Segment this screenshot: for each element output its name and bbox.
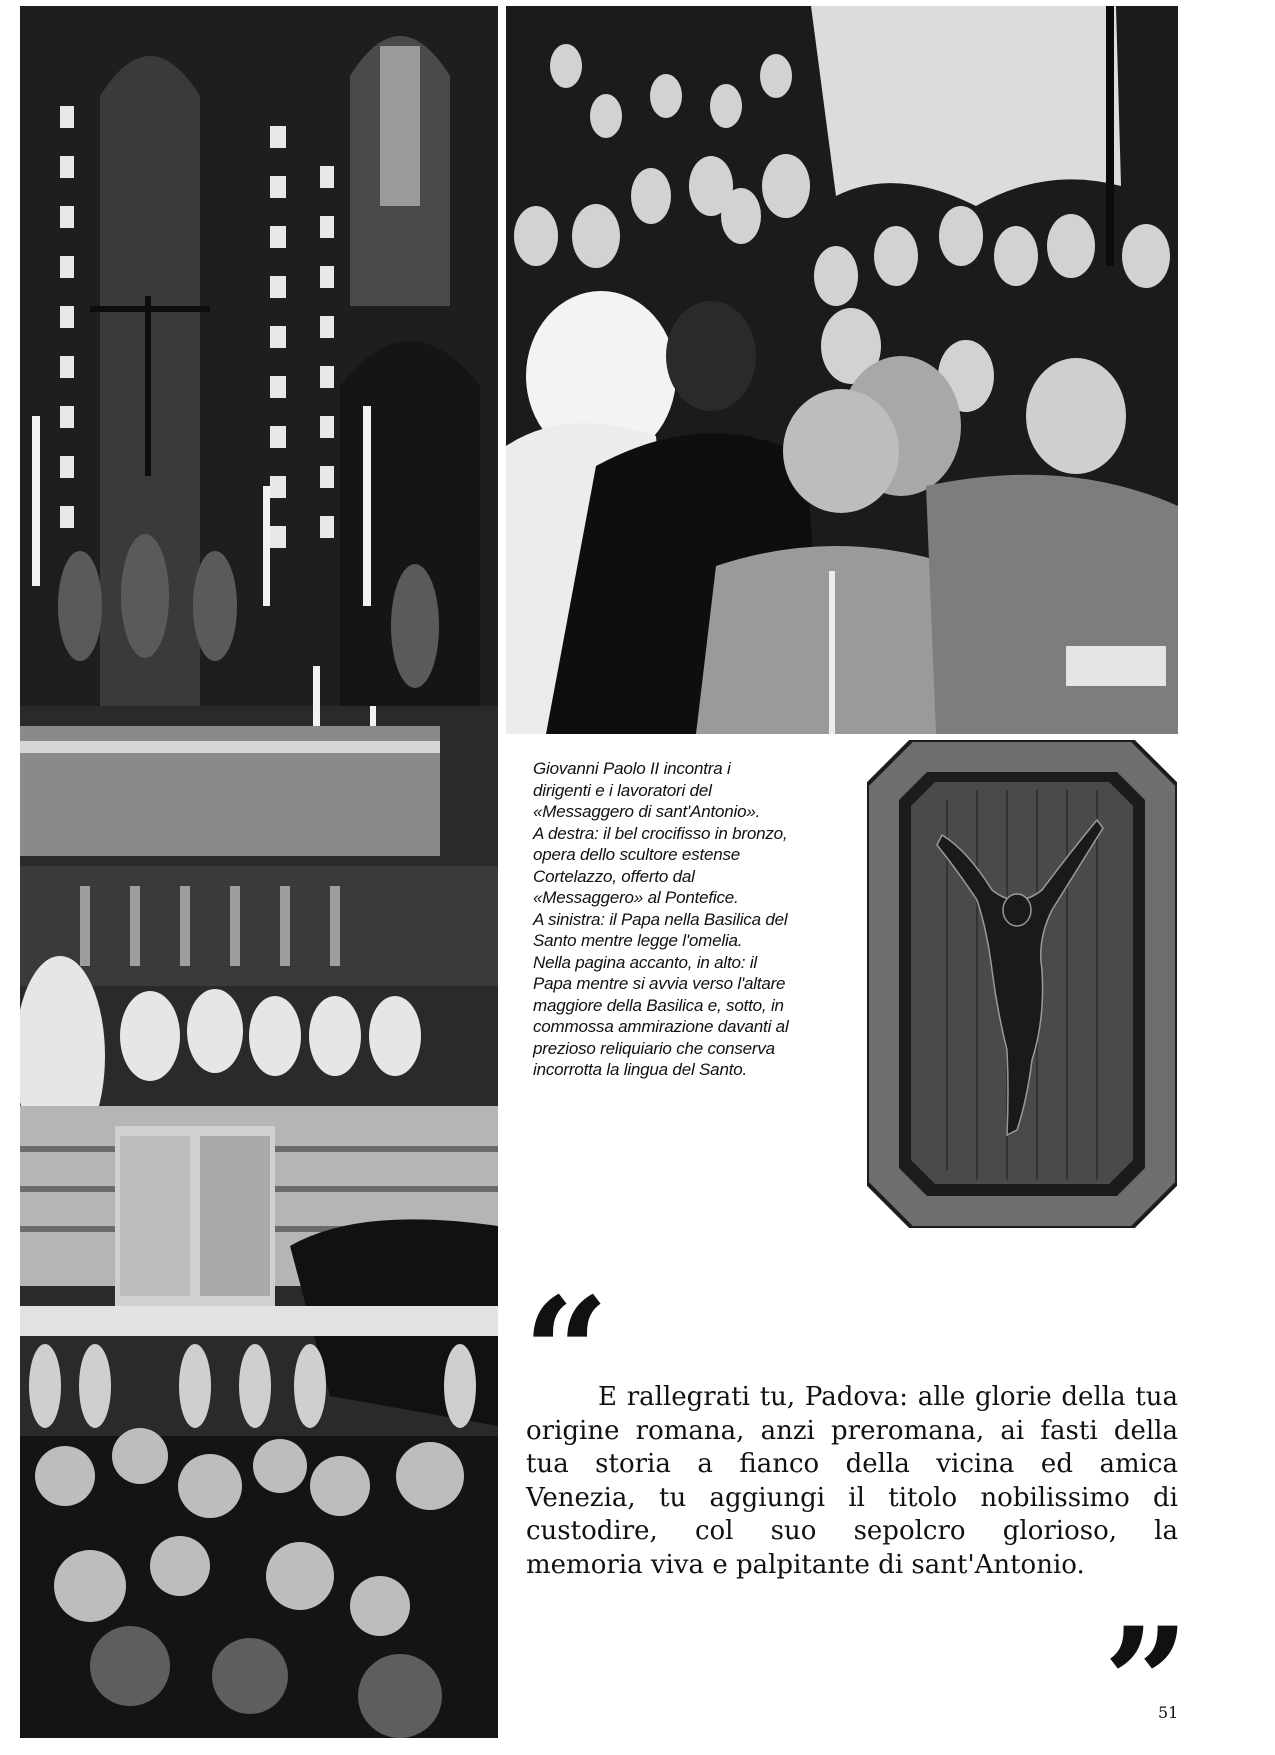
caption-line: Nella pagina accanto, in alto: il — [533, 952, 757, 972]
close-quote-mark — [1103, 1608, 1189, 1688]
caption-line: Cortelazzo, offerto dal — [533, 866, 695, 886]
quote-line: tua storia a fianco della vicina ed amica — [526, 1449, 1178, 1479]
caption-line: A destra: il bel crocifisso in bronzo, — [533, 823, 788, 843]
quote-line: E rallegrati tu, Padova: alle glorie della tua — [598, 1382, 1178, 1412]
quote-line: custodire, col suo sepolcro glorioso, la — [526, 1516, 1178, 1546]
photo-caption — [533, 758, 848, 1081]
caption-line: incorrotta la lingua del Santo. — [533, 1060, 747, 1079]
open-quote-mark — [523, 1278, 609, 1358]
caption-line: maggiore della Basilica e, sotto, in — [533, 995, 784, 1015]
quote-line: Venezia, tu aggiungi il titolo nobilissimo di — [526, 1482, 1178, 1513]
bronze-crucifix-photo — [867, 740, 1177, 1228]
caption-line: opera dello scultore estense — [533, 845, 741, 864]
page-number: 51 — [1158, 1703, 1179, 1722]
caption-line: commossa ammirazione davanti al — [533, 1017, 789, 1036]
quote-line: origine romana, anzi preromana, ai fasti della — [526, 1415, 1178, 1446]
caption-line: Santo mentre legge l'omelia. — [533, 931, 743, 950]
caption-line: Giovanni Paolo II incontra i — [533, 759, 731, 778]
basilica-altar-photo — [20, 6, 498, 1738]
caption-line: Papa mentre si avvia verso l'altare — [533, 974, 786, 993]
caption-line: «Messaggero di sant'Antonio». — [533, 802, 761, 821]
pope-crowd-photo — [506, 6, 1178, 734]
pull-quote — [526, 1381, 1178, 1582]
caption-line: prezioso reliquiario che conserva — [533, 1038, 775, 1058]
caption-line: «Messaggero» al Pontefice. — [533, 888, 739, 907]
caption-line: A sinistra: il Papa nella Basilica del — [533, 909, 788, 929]
quote-line: memoria viva e palpitante di sant'Antonio. — [526, 1549, 1085, 1580]
caption-line: dirigenti e i lavoratori del — [533, 780, 712, 800]
